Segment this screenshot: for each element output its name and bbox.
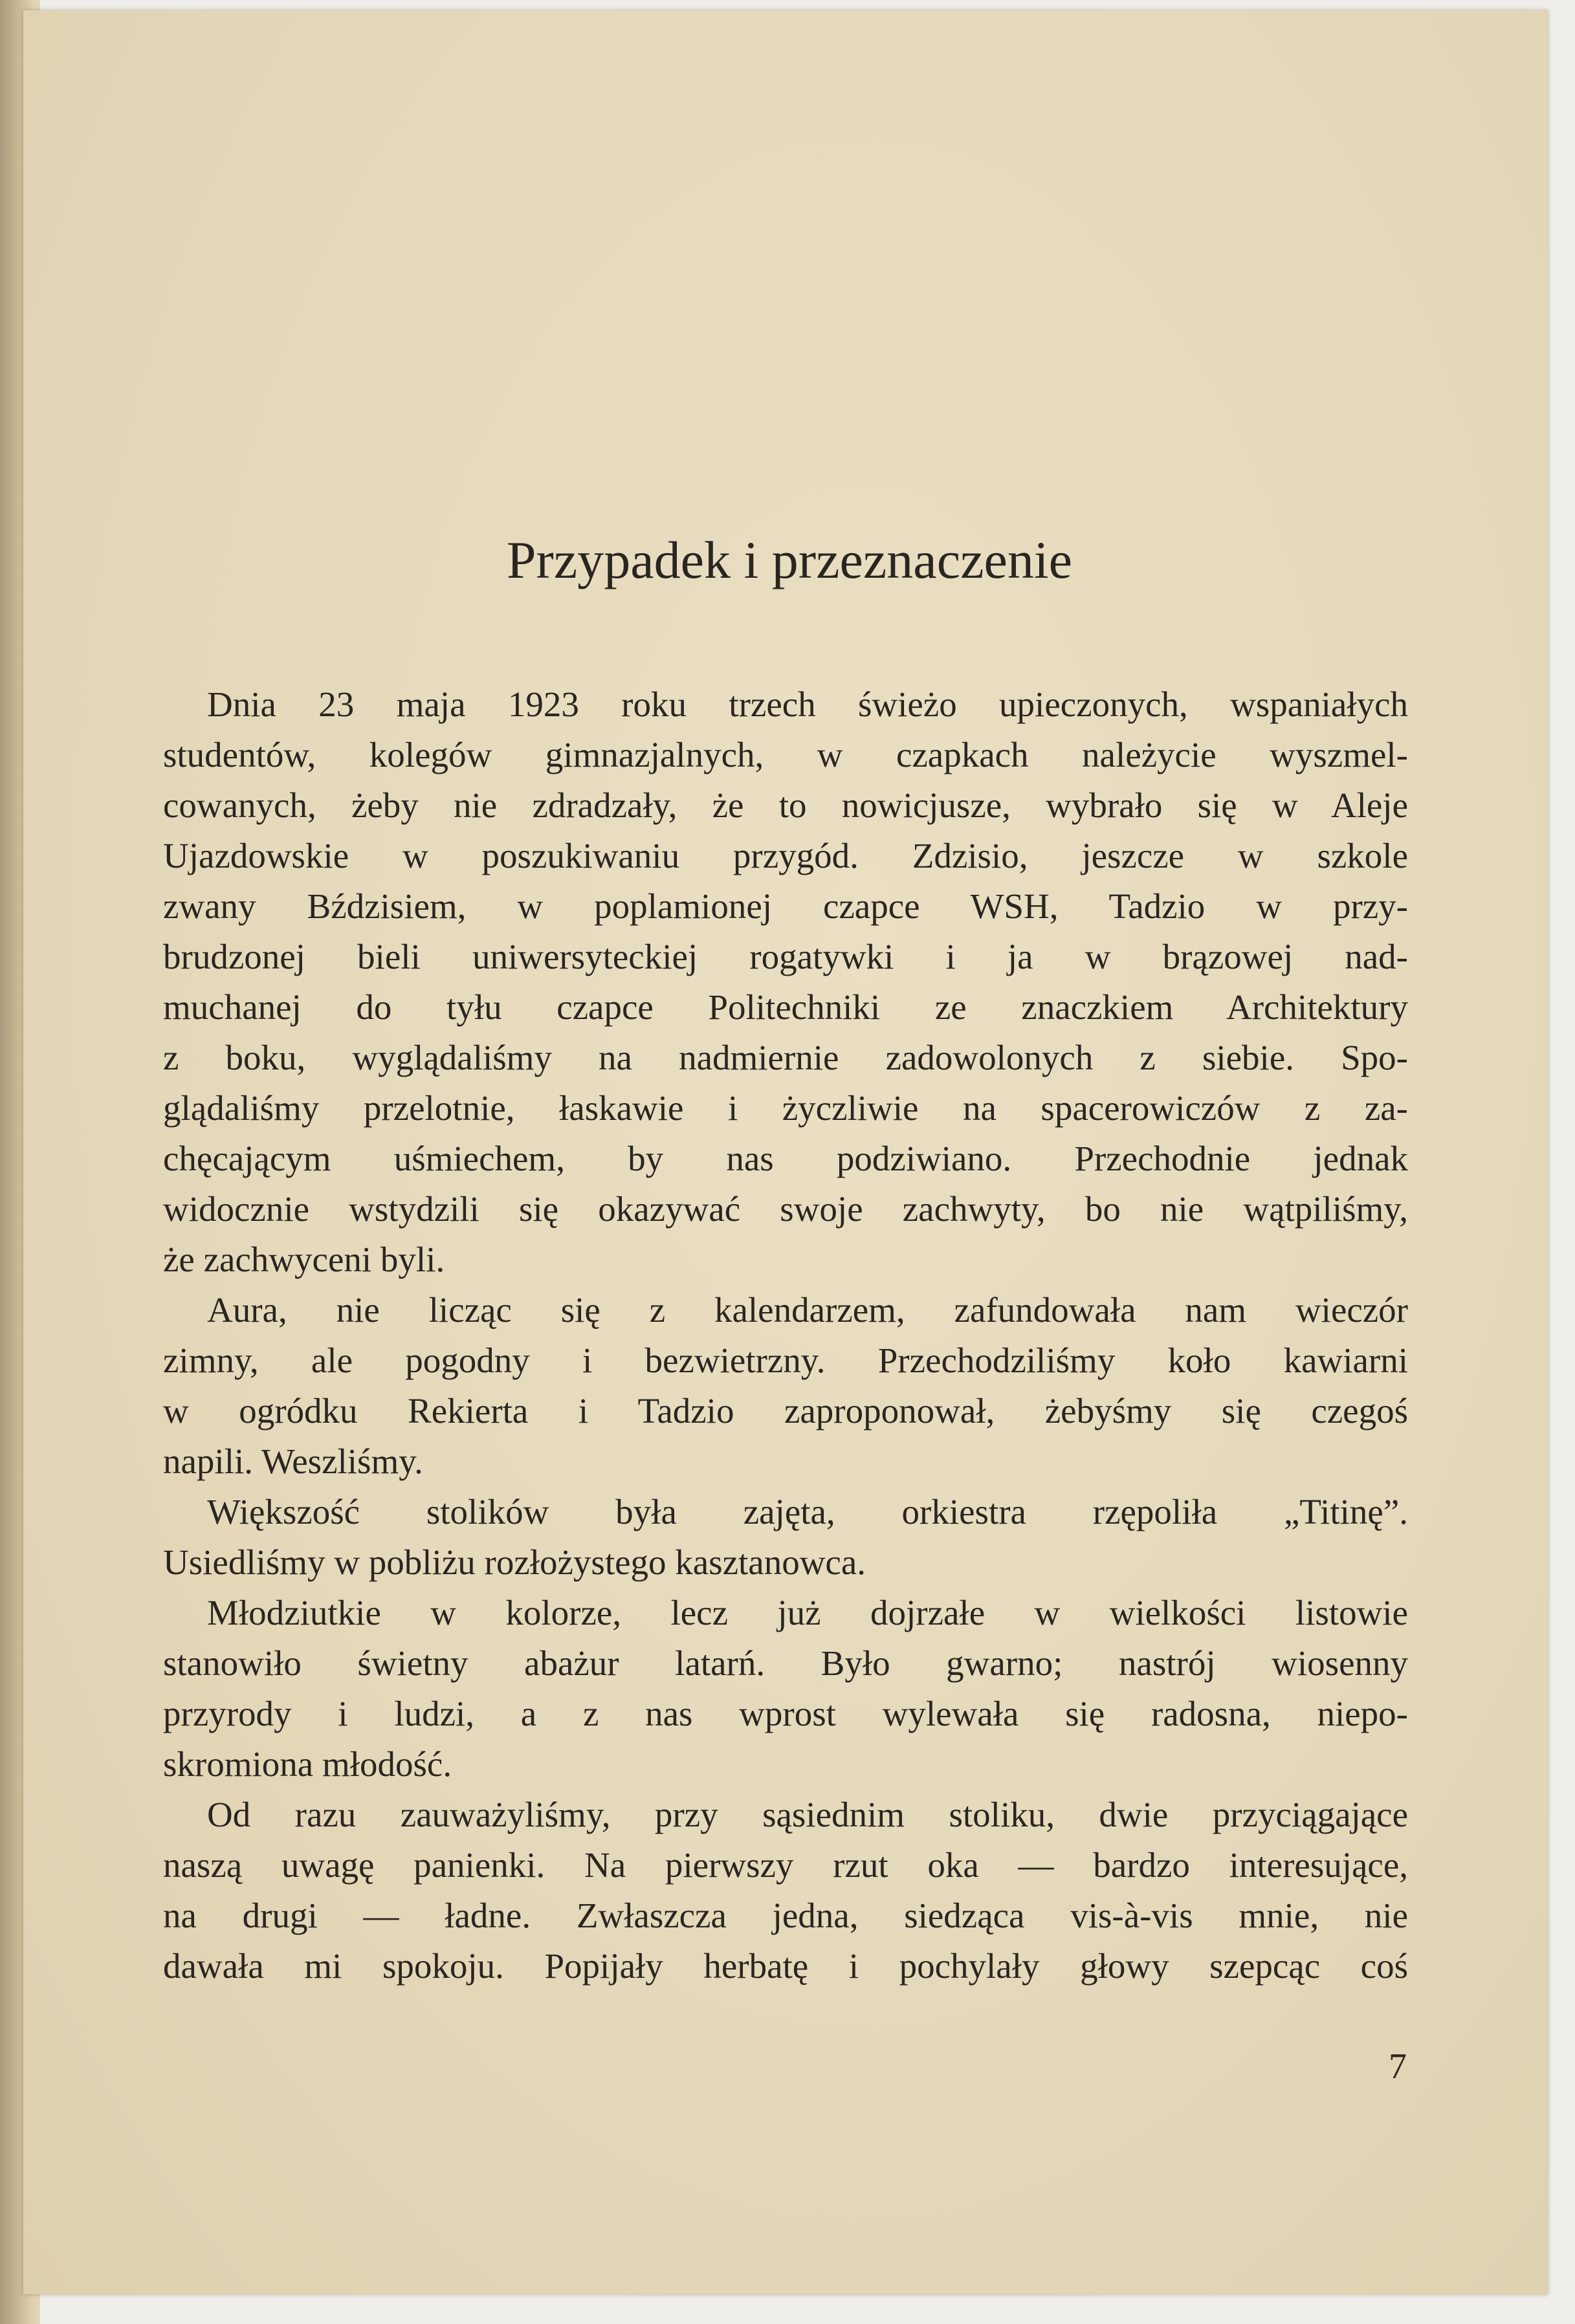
chapter-body <box>163 679 1408 1991</box>
text-line: brudzonej bieli uniwersyteckiej rogatywki i ja w brązowej nad- <box>163 937 1408 976</box>
text-line: skromiona młodość. <box>163 1744 452 1784</box>
text-line: na drugi — ładne. Zwłaszcza jedna, siedząca vis-à-vis mnie, nie <box>163 1896 1408 1935</box>
text-line: Usiedliśmy w pobliżu rozłożystego kasztanowca. <box>163 1542 866 1582</box>
text-line: chęcającym uśmiechem, by nas podziwiano. Przechodnie jednak <box>163 1139 1408 1178</box>
text-line: studentów, kolegów gimnazjalnych, w czapkach należycie wyszmel- <box>163 735 1408 774</box>
book-page <box>23 10 1548 2294</box>
text-line: muchanej do tyłu czapce Politechniki ze znaczkiem Architektury <box>163 987 1408 1027</box>
chapter-title: Przypadek i przeznaczenie <box>506 531 1073 589</box>
text-line: Aura, nie licząc się z kalendarzem, zafundowała nam wieczór <box>207 1290 1408 1330</box>
text-line: Od razu zauważyliśmy, przy sąsiednim stoliku, dwie przyciągające <box>207 1795 1408 1834</box>
text-line: Młodziutkie w kolorze, lecz już dojrzałe w wielkości listowie <box>207 1593 1408 1632</box>
text-line: zimny, ale pogodny i bezwietrzny. Przechodziliśmy koło kawiarni <box>163 1341 1408 1380</box>
text-line: stanowiło świetny abażur latarń. Było gwarno; nastrój wiosenny <box>163 1643 1408 1683</box>
text-line: że zachwyceni byli. <box>163 1240 445 1279</box>
text-line: napili. Weszliśmy. <box>163 1442 423 1481</box>
text-line: z boku, wyglądaliśmy na nadmiernie zadowolonych z siebie. Spo- <box>163 1038 1408 1077</box>
text-line: glądaliśmy przelotnie, łaskawie i życzliwie na spacerowiczów z za- <box>163 1088 1408 1128</box>
text-line: naszą uwagę panienki. Na pierwszy rzut oka — bardzo interesujące, <box>163 1845 1408 1885</box>
text-line: dawała mi spokoju. Popijały herbatę i pochylały głowy szepcąc coś <box>163 1946 1408 1986</box>
text-line: w ogródku Rekierta i Tadzio zaproponował, żebyśmy się czegoś <box>163 1391 1408 1431</box>
text-line: cowanych, żeby nie zdradzały, że to nowicjusze, wybrało się w Aleje <box>163 785 1408 825</box>
paragraph <box>163 1487 1408 1588</box>
text-line: Ujazdowskie w poszukiwaniu przygód. Zdzisio, jeszcze w szkole <box>163 836 1408 875</box>
text-line: Dnia 23 maja 1923 roku trzech świeżo upieczonych, wspaniałych <box>207 685 1408 724</box>
paragraph <box>163 1790 1408 1991</box>
text-line: widocznie wstydzili się okazywać swoje zachwyty, bo nie wątpiliśmy, <box>163 1189 1408 1229</box>
text-line: przyrody i ludzi, a z nas wprost wylewała się radosna, niepo- <box>163 1694 1408 1733</box>
text-line: zwany Bździsiem, w poplamionej czapce WSH, Tadzio w przy- <box>163 886 1408 926</box>
page-number: 7 <box>1389 2046 1407 2087</box>
text-line: Większość stolików była zajęta, orkiestra rzępoliła „Titinę”. <box>207 1492 1408 1531</box>
paragraph <box>163 1588 1408 1790</box>
paragraph <box>163 679 1408 1285</box>
paragraph <box>163 1285 1408 1487</box>
